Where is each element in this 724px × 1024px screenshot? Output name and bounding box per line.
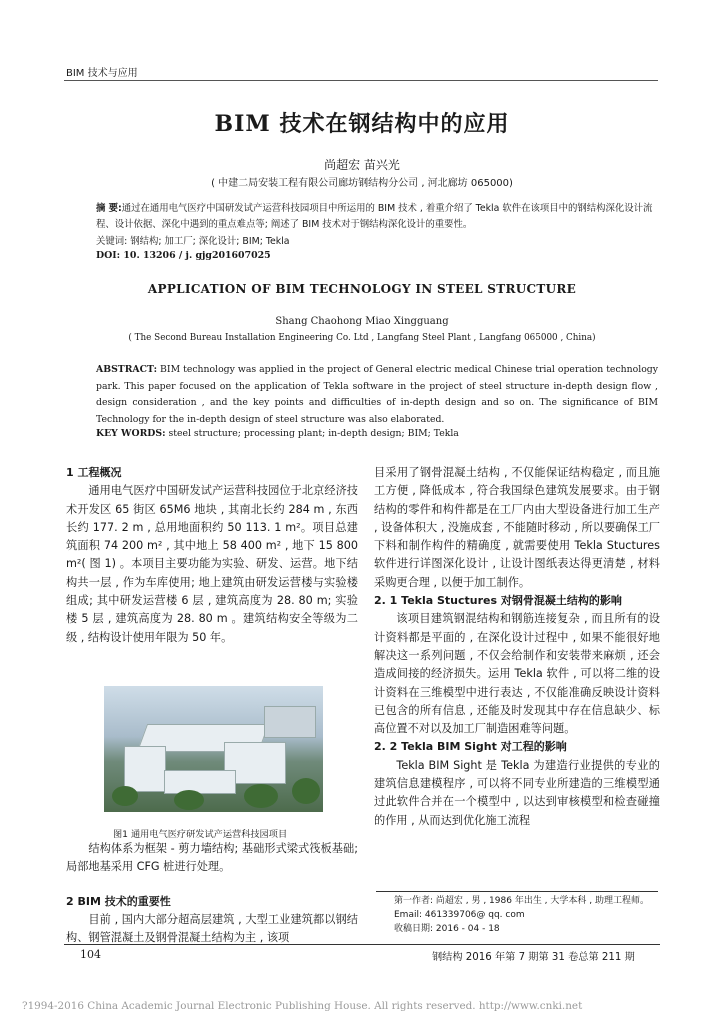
english-title: APPLICATION OF BIM TECHNOLOGY IN STEEL STRUCTURE [147, 282, 577, 296]
figure-1-caption: 图1 通用电气医疗研发试产运营科技园项目 [113, 829, 288, 840]
english-keywords-label: KEY WORDS: [96, 428, 166, 439]
section-1-title: 1 工程概况 [66, 466, 122, 479]
running-head: BIM 技术与应用 [66, 68, 138, 79]
english-abstract-label: ABSTRACT: [96, 364, 158, 375]
english-abstract-text: BIM technology was applied in the project of General electric medical Chinese trial operation technology park. This paper focused on the application of Tekla software in the project of steel structure in-depth design flow , design consideration , and the key points and difficulties of in-depth design and so on. The significance of BIM Technology for the in-depth design of steel structure was also elaborated. [96, 364, 658, 425]
section-1-paragraph-1: 通用电气医疗中国研发试产运营科技园位于北京经济技术开发区 65 街区 65M6 地块 , 其南北长约 284 m , 东西长约 177. 2 m , 总用地面积约 50 113. 1 m²。项目总建筑面积 74 200 m² , 其中地上 58 400 m² , 地下 15 800 m²( 图 1) 。本项目主要功能为实验、研发、运营。地下结构共一层 , 作为车库使用; 地上建筑由研发运营楼与实验楼组成; 其中研发运营楼 6 层 , 建筑高度为 28. 80 m; 实验楼 5 层 , 建筑高度为 28. 80 m 。建筑结构安全等级为二级 , 结构设计使用年限为 50 年。 [66, 484, 358, 644]
english-abstract [96, 362, 658, 428]
paper-title: BIM 技术在钢结构中的应用 [214, 111, 510, 137]
footnote-date: 收稿日期: 2016 - 04 - 18 [394, 924, 500, 934]
abstract-cn [96, 201, 656, 233]
english-keywords [96, 428, 459, 439]
section-2-title: 2 BIM 技术的重要性 [66, 894, 171, 908]
authors: 尚超宏 苗兴光 [324, 158, 400, 172]
section-2-paragraph-1: 目前 , 国内大部分超高层建筑 , 大型工业建筑都以钢结构、钢管混凝土及钢骨混凝土结构为主 , 该项 [66, 912, 358, 945]
english-authors: Shang Chaohong Miao Xingguang [275, 316, 449, 327]
section-2-1-title: 2. 1 Tekla Stuctures 对钢骨混凝土结构的影响 [374, 594, 622, 608]
footnote-author: 第一作者: 尚超宏 , 男 , 1986 年出生 , 大学本科 , 助理工程师。 [394, 896, 649, 906]
copyright-watermark: ?1994-2016 China Academic Journal Electronic Publishing House. All rights reserved. http://www.cnki.net [22, 1000, 583, 1012]
header-divider [64, 80, 658, 81]
right-column [374, 464, 660, 830]
section-2-2-paragraph: Tekla BIM Sight 是 Tekla 为建造行业提供的专业的建筑信息建模程序 , 可以将不同专业所建造的三维模型通过此软件合并在一个模型中 , 以达到审核模型和检查碰撞的作用 , 从而达到优化施工流程 [374, 758, 660, 827]
affiliation: ( 中建二局安装工程有限公司廊坊钢结构分公司 , 河北廊坊 065000) [211, 178, 513, 189]
right-paragraph-1: 目采用了钢骨混凝土结构 , 不仅能保证结构稳定 , 而且施工方便 , 降低成本 , 符合我国绿色建筑发展要求。由于钢结构的零件和构件都是在工厂内由大型设备进行加工生产 , 设备体积大 , 没施成套 , 不能随时移动 , 所以要确保工厂下料和制作构件的精确度 , 就需要使用 Tekla Stuctures 软件进行详图深化设计 , 让设计图纸表达得更清楚 , 材料采购更合理 , 以便于加工制作。 [374, 466, 660, 589]
doi: DOI: 10. 13206 / j. gjg201607025 [96, 250, 271, 261]
abstract-cn-text: 通过在通用电气医疗中国研发试产运营科技园项目中所运用的 BIM 技术 , 着重介绍了 Tekla 软件在该项目中的钢结构深化设计流程、设计依据、深化中遇到的重点难点等; 阐述了 BIM 技术对于钢结构深化设计的重要性。 [96, 203, 653, 230]
section-2-1-paragraph: 该项目建筑钢混结构和钢筋连接复杂 , 而且所有的设计资料都是平面的 , 在深化设计过程中 , 如果不能很好地解决这一系列问题 , 不仅会给制作和安装带来麻烦 , 还会造成间接的经济损失。运用 Tekla 软件 , 可以将二维的设计资料在三维模型中进行表达 , 不仅能准确反映设计资料已包含的所有信息 , 还能及时发现其中存在信息缺少、标高位置不对以及加工厂制造困难等问题。 [374, 612, 660, 736]
section-1-paragraph-2: 结构体系为框架 - 剪力墙结构; 基础形式梁式筏板基础; 局部地基采用 CFG 桩进行处理。 [66, 842, 358, 874]
abstract-cn-label: 摘 要: [96, 203, 122, 214]
left-column-bottom [66, 822, 358, 947]
journal-info: 钢结构 2016 年第 7 期第 31 卷总第 211 期 [432, 952, 635, 963]
footer-divider [64, 944, 660, 945]
left-column-top [66, 464, 358, 647]
footnote-email: Email: 461339706@ qq. com [394, 910, 525, 920]
keywords-cn: 关键词: 钢结构; 加工厂; 深化设计; BIM; Tekla [96, 236, 290, 247]
english-keywords-text: steel structure; processing plant; in-depth design; BIM; Tekla [165, 428, 459, 439]
page-number: 104 [80, 948, 101, 961]
footnote-divider [376, 891, 658, 892]
figure-1-image [104, 686, 323, 812]
english-affiliation: ( The Second Bureau Installation Engineering Co. Ltd , Langfang Steel Plant , Langfang 065000 , China) [128, 333, 596, 343]
section-2-2-title: 2. 2 Tekla BIM Sight 对工程的影响 [374, 740, 567, 754]
